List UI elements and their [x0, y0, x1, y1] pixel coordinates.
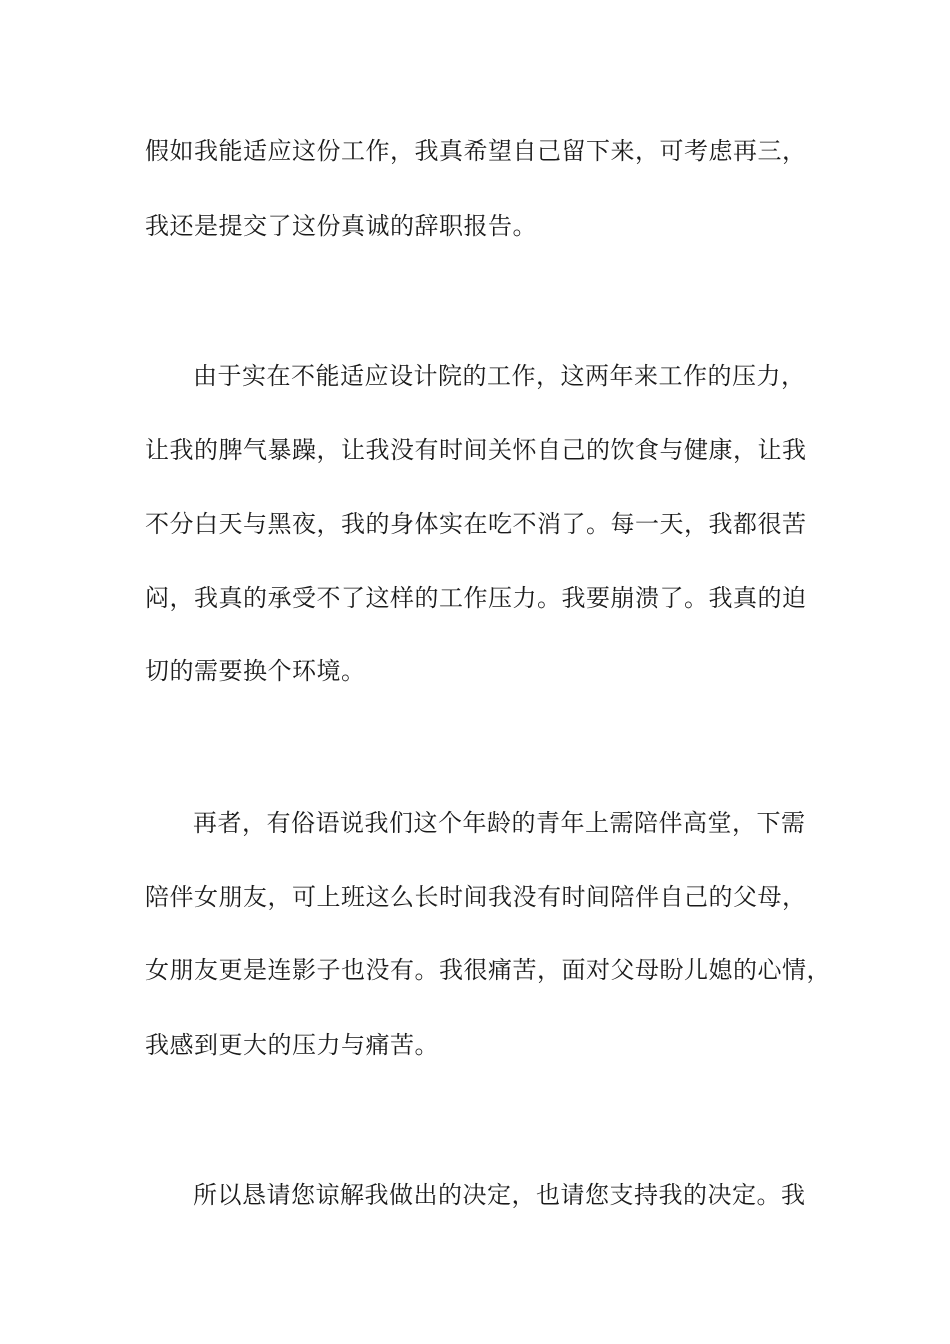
paragraph-3-line-1: 再者，有俗语说我们这个年龄的青年上需陪伴高堂，下需	[193, 809, 806, 837]
paragraph-2-line-5: 切的需要换个环境。	[145, 657, 366, 685]
paragraph-1-line-1: 假如我能适应这份工作，我真希望自己留下来，可考虑再三，	[145, 137, 807, 165]
paragraph-3-line-3: 女朋友更是连影子也没有。我很痛苦，面对父母盼儿媳的心情，	[145, 956, 831, 984]
paragraph-2-line-3: 不分白天与黑夜，我的身体实在吃不消了。每一天，我都很苦	[145, 510, 807, 538]
paragraph-3-line-2: 陪伴女朋友，可上班这么长时间我没有时间陪伴自己的父母，	[145, 883, 807, 911]
paragraph-2-line-2: 让我的脾气暴躁，让我没有时间关怀自己的饮食与健康，让我	[145, 436, 807, 464]
paragraph-1-line-2: 我还是提交了这份真诚的辞职报告。	[145, 212, 537, 240]
paragraph-2-line-4: 闷，我真的承受不了这样的工作压力。我要崩溃了。我真的迫	[145, 584, 807, 612]
paragraph-2-line-1: 由于实在不能适应设计院的工作，这两年来工作的压力，	[193, 362, 806, 390]
paragraph-4-line-1: 所以恳请您谅解我做出的决定，也请您支持我的决定。我	[193, 1181, 806, 1209]
paragraph-3-line-4: 我感到更大的压力与痛苦。	[145, 1031, 439, 1059]
